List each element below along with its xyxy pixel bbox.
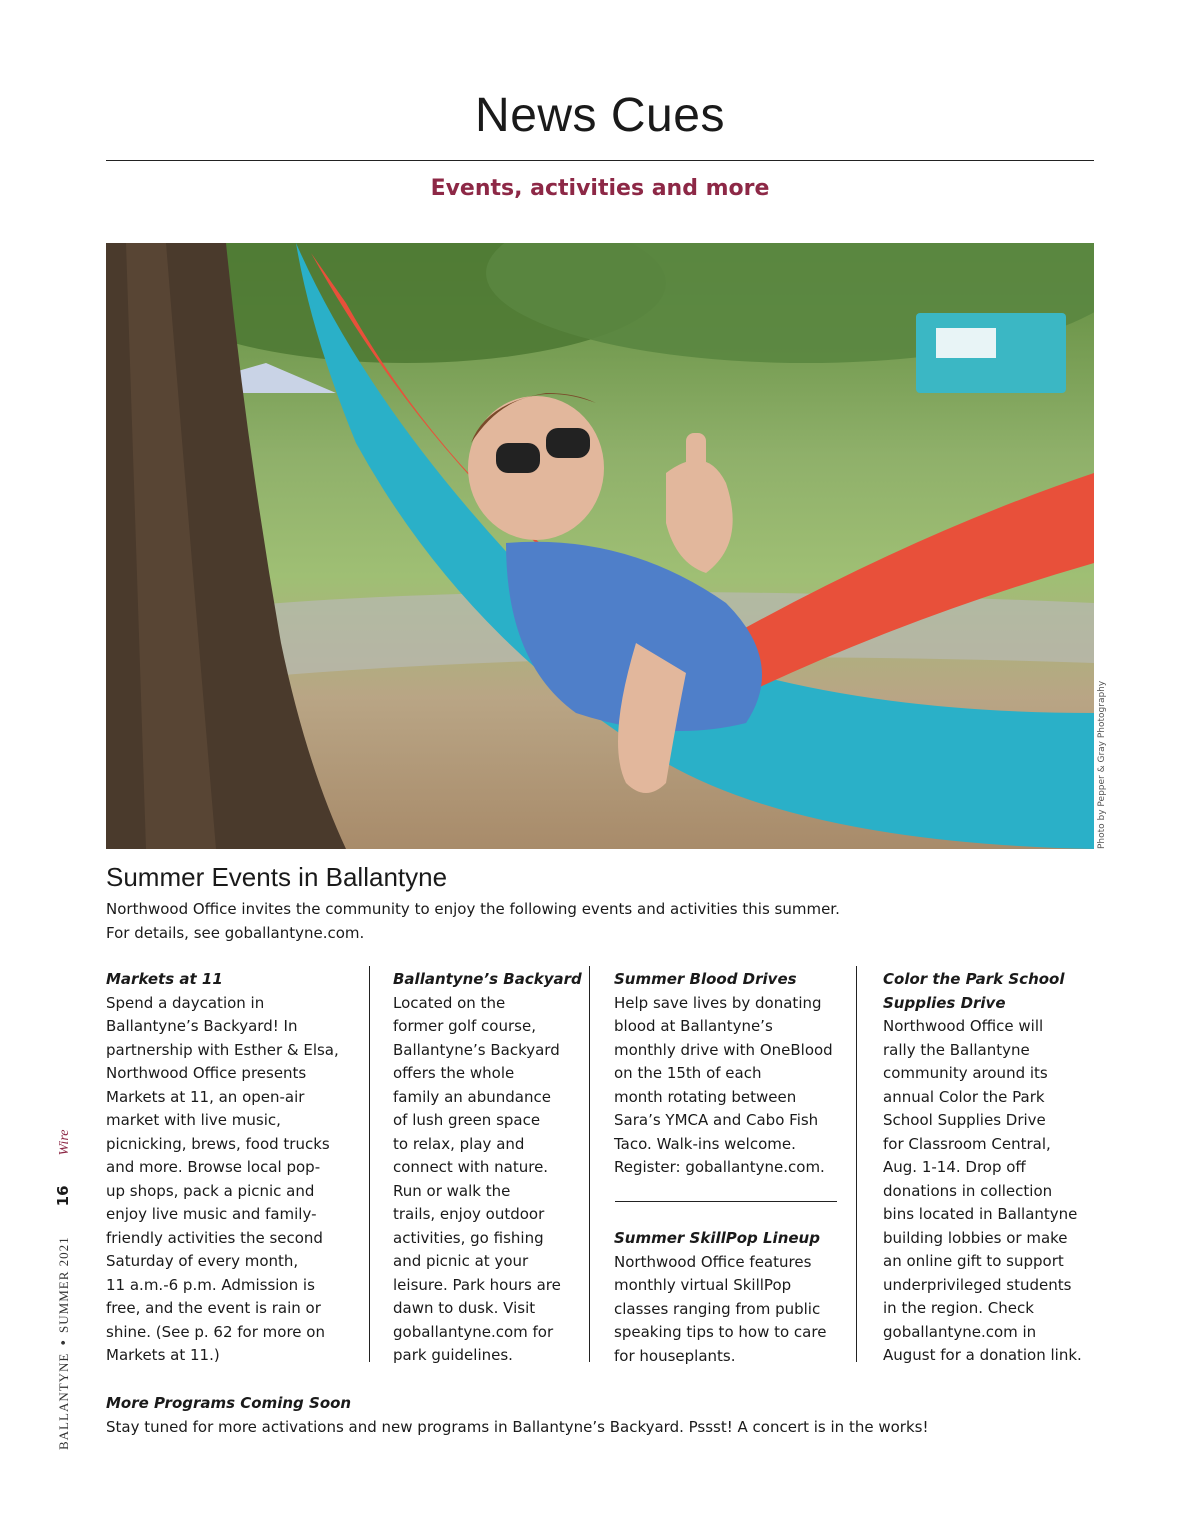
- column-line: park guidelines.: [393, 1346, 513, 1364]
- column-line: and picnic at your: [393, 1252, 529, 1270]
- page-sidebar: [54, 1129, 73, 1450]
- column-line: Run or walk the: [393, 1181, 511, 1200]
- column-line: Saturday of every month,: [106, 1252, 299, 1270]
- column-line: for Classroom Central,: [883, 1134, 1051, 1153]
- column-title: Summer SkillPop Lineup: [614, 1229, 820, 1247]
- column-title: Markets at 11: [106, 970, 223, 988]
- feature-intro: [106, 898, 1006, 945]
- column-line: Northwood Office features: [614, 1252, 812, 1271]
- column-line: up shops, pack a picnic and: [106, 1181, 315, 1200]
- column-line: bins located in Ballantyne: [883, 1205, 1078, 1223]
- hero-photo: [106, 243, 1094, 849]
- page-number: 16: [54, 1185, 72, 1207]
- column-line: shine. (See p. 62 for more on: [106, 1322, 325, 1341]
- column-line: donations in collection: [883, 1181, 1053, 1200]
- column-line: Northwood Office presents: [106, 1064, 307, 1082]
- column-line: Markets at 11, an open-air: [106, 1087, 305, 1106]
- column-line: of lush green space: [393, 1111, 541, 1129]
- column-title: Color the Park School: [883, 970, 1065, 988]
- column-line: blood at Ballantyne’s: [614, 1017, 773, 1035]
- column-line: partnership with Esther & Elsa,: [106, 1040, 339, 1059]
- separator-dot: •: [57, 1338, 72, 1347]
- feature-heading: Summer Events in Ballantyne: [106, 862, 448, 892]
- column-line: for houseplants.: [614, 1346, 736, 1365]
- column-backyard: [393, 968, 583, 1368]
- column-line: August for a donation link.: [883, 1346, 1082, 1364]
- issue-label: SUMMER 2021: [56, 1236, 71, 1333]
- section-divider: [615, 1201, 837, 1202]
- column-line: Taco. Walk-ins welcome.: [614, 1134, 796, 1153]
- column-line: dawn to dusk. Visit: [393, 1299, 536, 1317]
- section-label: Wire: [57, 1129, 72, 1156]
- column-line: goballantyne.com for: [393, 1322, 554, 1341]
- column-line: Northwood Office will: [883, 1017, 1044, 1035]
- column-line: and more. Browse local pop-: [106, 1158, 321, 1176]
- column-line: classes ranging from public: [614, 1299, 821, 1318]
- photo-credit: Photo by Pepper & Gray Photography: [1097, 680, 1107, 849]
- more-title: More Programs Coming Soon: [106, 1394, 352, 1412]
- column-line: Ballantyne’s Backyard: [393, 1040, 560, 1059]
- column-line: underprivileged students: [883, 1275, 1072, 1294]
- column-divider: [369, 966, 370, 1362]
- column-divider: [589, 966, 590, 1362]
- column-line: Ballantyne’s Backyard! In: [106, 1017, 298, 1035]
- column-line: Help save lives by donating: [614, 993, 822, 1012]
- column-markets: [106, 968, 361, 1368]
- column-line: speaking tips to how to care: [614, 1323, 827, 1341]
- column-line: month rotating between: [614, 1087, 797, 1106]
- column-line: family an abundance: [393, 1087, 551, 1106]
- column-line: trails, enjoy outdoor: [393, 1205, 545, 1223]
- header-rule: [106, 160, 1094, 161]
- column-line: picnicking, brews, food trucks: [106, 1134, 330, 1153]
- column-line: connect with nature.: [393, 1158, 549, 1176]
- column-line: School Supplies Drive: [883, 1111, 1046, 1129]
- column-title: Ballantyne’s Backyard: [393, 970, 582, 988]
- column-line: to relax, play and: [393, 1134, 525, 1153]
- column-skillpop: [614, 1227, 849, 1368]
- column-line: building lobbies or make: [883, 1228, 1068, 1247]
- column-line: Located on the: [393, 993, 506, 1012]
- column-line: friendly activities the second: [106, 1228, 323, 1247]
- column-line: market with live music,: [106, 1111, 281, 1129]
- column-line: Register: goballantyne.com.: [614, 1158, 825, 1176]
- column-line: free, and the event is rain or: [106, 1299, 321, 1317]
- column-line: Spend a daycation in: [106, 993, 265, 1012]
- column-divider: [856, 966, 857, 1362]
- column-line: 11 a.m.-6 p.m. Admission is: [106, 1275, 315, 1294]
- more-text: Stay tuned for more activations and new programs in Ballantyne’s Backyard. Pssst! A concert is in the works!: [106, 1417, 929, 1436]
- hammock-photo-illustration: [106, 243, 1094, 849]
- column-line: activities, go fishing: [393, 1228, 544, 1247]
- column-line: Sara’s YMCA and Cabo Fish: [614, 1111, 819, 1129]
- intro-line: For details, see goballantyne.com.: [106, 923, 365, 942]
- column-line: an online gift to support: [883, 1252, 1064, 1270]
- more-programs: [106, 1392, 1106, 1439]
- column-line: Markets at 11.): [106, 1346, 220, 1364]
- column-line: offers the whole: [393, 1064, 515, 1082]
- column-line: Aug. 1-14. Drop off: [883, 1158, 1026, 1176]
- column-line: monthly drive with OneBlood: [614, 1040, 833, 1059]
- column-color-the-park: [883, 968, 1103, 1368]
- column-line: monthly virtual SkillPop: [614, 1276, 792, 1294]
- column-line: in the region. Check: [883, 1299, 1034, 1317]
- intro-line: Northwood Office invites the community to enjoy the following events and activities this summer.: [106, 900, 840, 918]
- publication-name: BALLANTYNE: [56, 1352, 71, 1450]
- column-line: community around its: [883, 1064, 1048, 1082]
- column-line: former golf course,: [393, 1017, 536, 1035]
- column-line: leisure. Park hours are: [393, 1275, 561, 1294]
- page-subtitle: Events, activities and more: [430, 176, 770, 201]
- column-line: on the 15th of each: [614, 1064, 762, 1082]
- column-title: Supplies Drive: [883, 993, 1006, 1012]
- page-title: News Cues: [475, 89, 725, 142]
- column-line: goballantyne.com in: [883, 1322, 1037, 1341]
- column-blood-drives: [614, 968, 849, 1180]
- column-line: enjoy live music and family-: [106, 1205, 317, 1223]
- column-title: Summer Blood Drives: [614, 970, 797, 988]
- column-line: annual Color the Park: [883, 1087, 1045, 1106]
- column-line: rally the Ballantyne: [883, 1040, 1030, 1059]
